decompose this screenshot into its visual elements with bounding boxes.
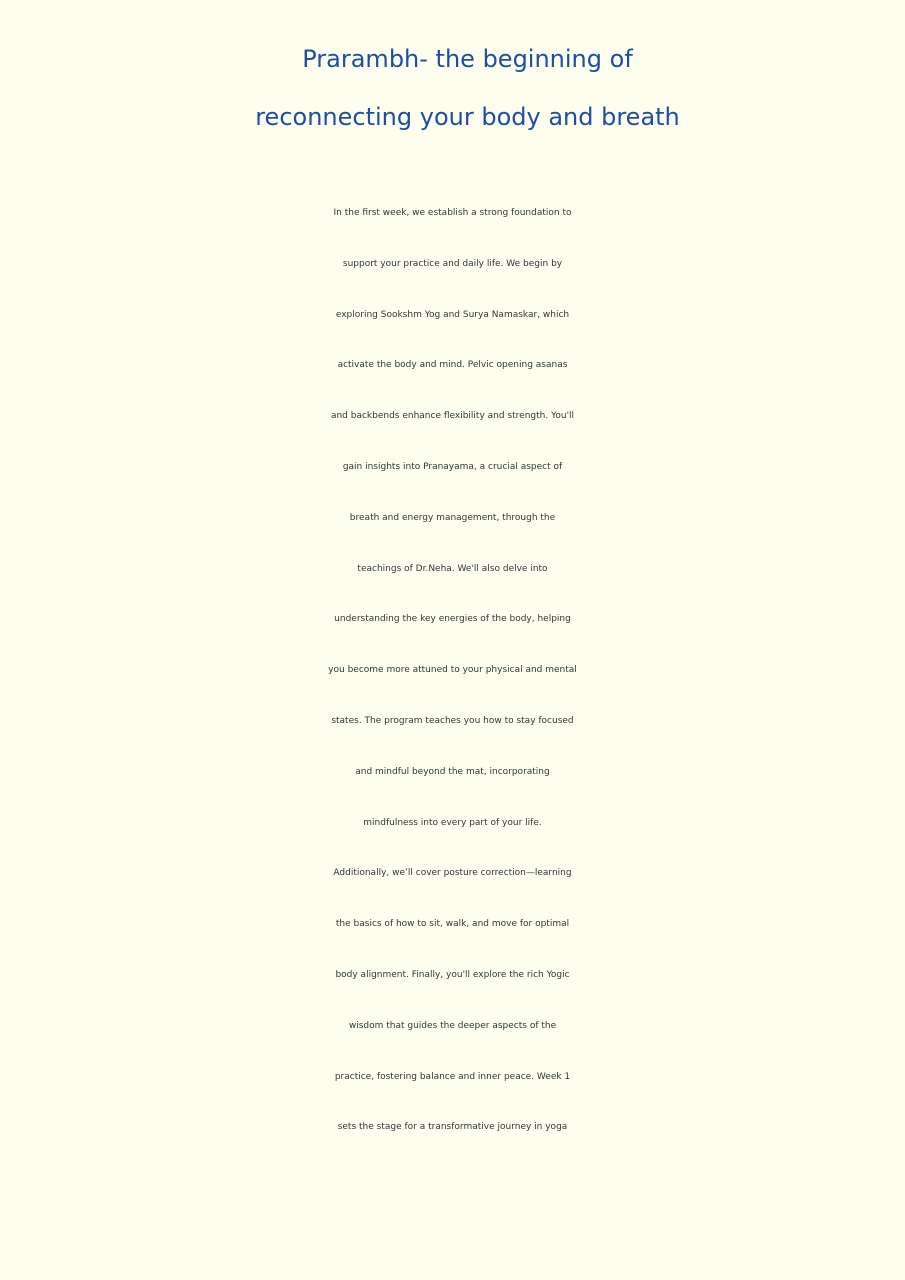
paragraph-line: you become more attuned to your physical and mental — [328, 665, 577, 676]
paragraph-line: body alignment. Finally, you'll explore the rich Yogic — [335, 969, 570, 980]
paragraph-line: mindfulness into every part of your life. — [363, 817, 542, 828]
paragraph-line: the basics of how to sit, walk, and move for optimal — [335, 919, 570, 930]
paragraph-line: understanding the key energies of the body, helping — [334, 614, 571, 625]
page-title — [20, 30, 905, 146]
paragraph-line: states. The program teaches you how to stay focused — [331, 715, 574, 726]
paragraph-line: and backbends enhance flexibility and strength. You'll — [330, 411, 575, 422]
paragraph-line: breath and energy management, through the — [349, 512, 556, 523]
paragraph-line: practice, fostering balance and inner peace. Week 1 — [334, 1071, 571, 1082]
title-line: Prarambh- the beginning of — [302, 45, 633, 73]
paragraph-line: gain insights into Pranayama, a crucial aspect of — [342, 461, 563, 472]
paragraph-line: wisdom that guides the deeper aspects of the — [348, 1020, 557, 1031]
paragraph-line: activate the body and mind. Pelvic opening asanas — [337, 360, 568, 371]
description-paragraph — [0, 188, 905, 1153]
paragraph-line: exploring Sookshm Yog and Surya Namaskar, which — [335, 309, 570, 320]
paragraph-line: support your practice and daily life. We begin by — [342, 258, 563, 269]
paragraph-line: Additionally, we’ll cover posture correction—learning — [333, 868, 572, 879]
title-line: reconnecting your body and breath — [255, 103, 680, 131]
paragraph-line: teachings of Dr.Neha. We'll also delve into — [357, 563, 548, 574]
paragraph-line: In the first week, we establish a strong foundation to — [333, 208, 572, 218]
paragraph-line: and mindful beyond the mat, incorporating — [355, 766, 550, 777]
paragraph-line: sets the stage for a transformative journey in yoga — [337, 1122, 568, 1133]
